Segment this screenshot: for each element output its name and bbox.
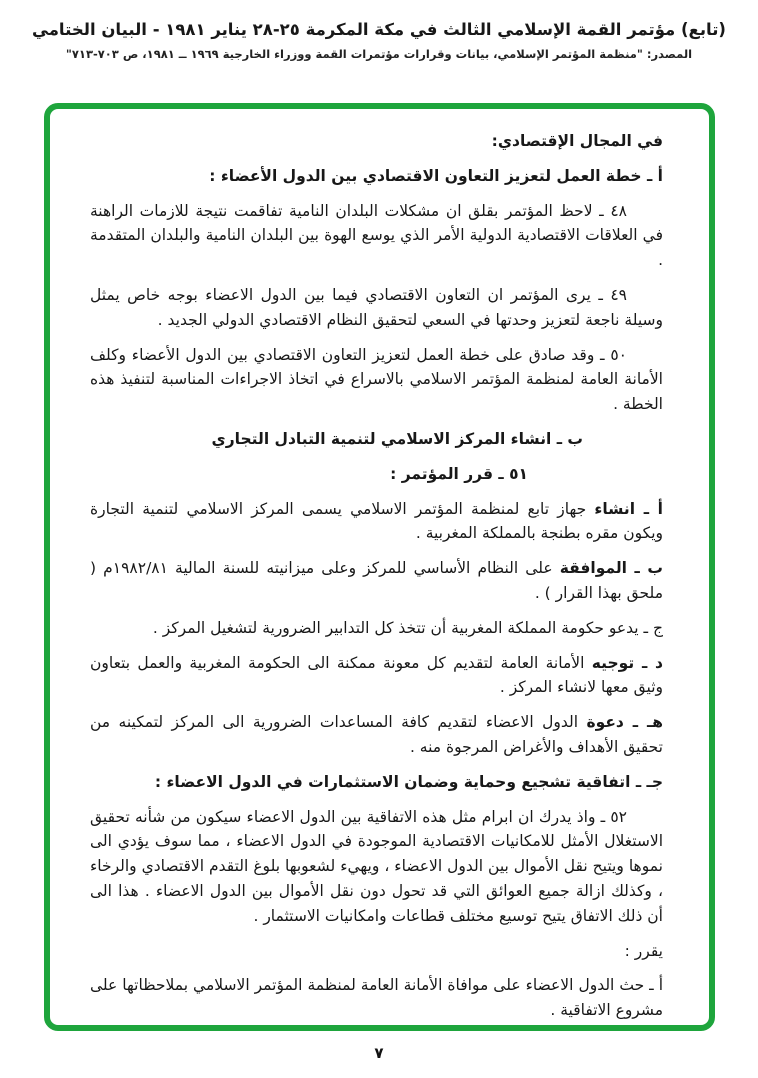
heading-action-plan: أ ـ خطة العمل لتعزيز التعاون الاقتصادي بين الدول الأعضاء : [209,166,663,185]
section-heading-economic: في المجال الإقتصادي: [491,132,663,150]
para-49: ٤٩ ـ يرى المؤتمر ان التعاون الاقتصادي فيما بين الدول الاعضاء بوجه خاص يمثل وسيلة ناجعة لتعزيز وحدتها في السعي لتحقيق النظام الاقتصادي الدولي الجديد . [90,285,663,329]
para-52: ٥٢ ـ واذ يدرك ان ابرام مثل هذه الاتفاقية بين الدول الاعضاء سيكون من شأنه تحقيق الاستغلال الأمثل للامكانيات الاقتصادية الموجودة في الدول الاعضاء ، مما سوف يؤدي الى نموها ويتيح نقل الأموال بين الدول الاعضاء ، ويهيء لشعوبها بلوغ التقدم الاقتصادي والرخاء ، وكذلك ازالة جميع العوائق التي قد تحول دون نقل الأموال بين الدول الاعضاء . هذا الى أن ذلك الاتفاق يتيح توسيع مختلف قطاعات وامكانيات الاستثمار . [90,807,663,925]
content-frame [44,103,715,1031]
document-source-line: المصدر: "منظمة المؤتمر الإسلامي، بيانات وقرارات مؤتمرات القمة ووزراء الخارجية ١٩٦٩ ــ ١٩٨١، ص ٧٠٣-٧١٣" [65,47,693,61]
item-b-approve-statute: ب ـ الموافقة على النظام الأساسي للمركز وعلى ميزانيته للسنة المالية ١٩٨٢/٨١م ( ملحق بهذا القرار ) . [90,559,664,602]
heading-investment-agreement: جـ ـ اتفاقية تشجيع وحماية وضمان الاستثمارات في الدول الاعضاء : [154,772,663,791]
document-header [0,20,758,61]
page-number: ٧ [374,1044,384,1062]
para-50: ٥٠ ـ وقد صادق على خطة العمل لتعزيز التعاون الاقتصادي بين الدول الأعضاء وكلف الأمانة العامة لمنظمة المؤتمر الاسلامي بالاسراع في اتخاذ الاجراءات المناسبة لتنفيذ هذه الخطة . [90,345,663,414]
item-e-call-members: هـ ـ دعوة الدول الاعضاء لتقديم كافة المساعدات الضرورية الى المركز لتمكينه من تحقيق الأهداف والأغراض المرجوة منه . [90,713,664,756]
para-48: ٤٨ ـ لاحظ المؤتمر بقلق ان مشكلات البلدان النامية تفاقمت نتيجة للازمات الراهنة في العلاقات الاقتصادية الدولية الأمر الذي يوسع الهوة بين البلدان النامية والبلدان المتقدمة . [90,201,663,270]
item-a-urge-members: أ ـ حث الدول الاعضاء على موافاة الأمانة العامة لمنظمة المؤتمر الاسلامي بملاحظاتها على مشروع الاتفاقية . [90,976,663,1020]
heading-trade-center: ب ـ انشاء المركز الاسلامي لتنمية التبادل التجاري [211,429,583,448]
item-c-invite-morocco: ج ـ يدعو حكومة المملكة المغربية أن تتخذ كل التدابير الضرورية لتشغيل المركز . [152,618,663,637]
heading-para-51: ٥١ ـ قرر المؤتمر : [390,464,528,483]
item-a-establish-body: أ ـ انشاء جهاز تابع لمنظمة المؤتمر الاسلامي يسمى المركز الاسلامي لتنمية التجارة ويكون مقره بطنجة بالمملكة المغربية . [90,499,663,543]
decides-label: يقرر : [624,941,663,960]
item-d-direct-secretariat: د ـ توجيه الأمانة العامة لتقديم كل معونة ممكنة الى الحكومة المغربية والعمل بتعاون وثيق معها لانشاء المركز . [90,653,663,697]
document-title: (تابع) مؤتمر القمة الإسلامي الثالث في مكة المكرمة ٢٥-٢٨ يناير ١٩٨١ - البيان الختامي [32,20,726,39]
